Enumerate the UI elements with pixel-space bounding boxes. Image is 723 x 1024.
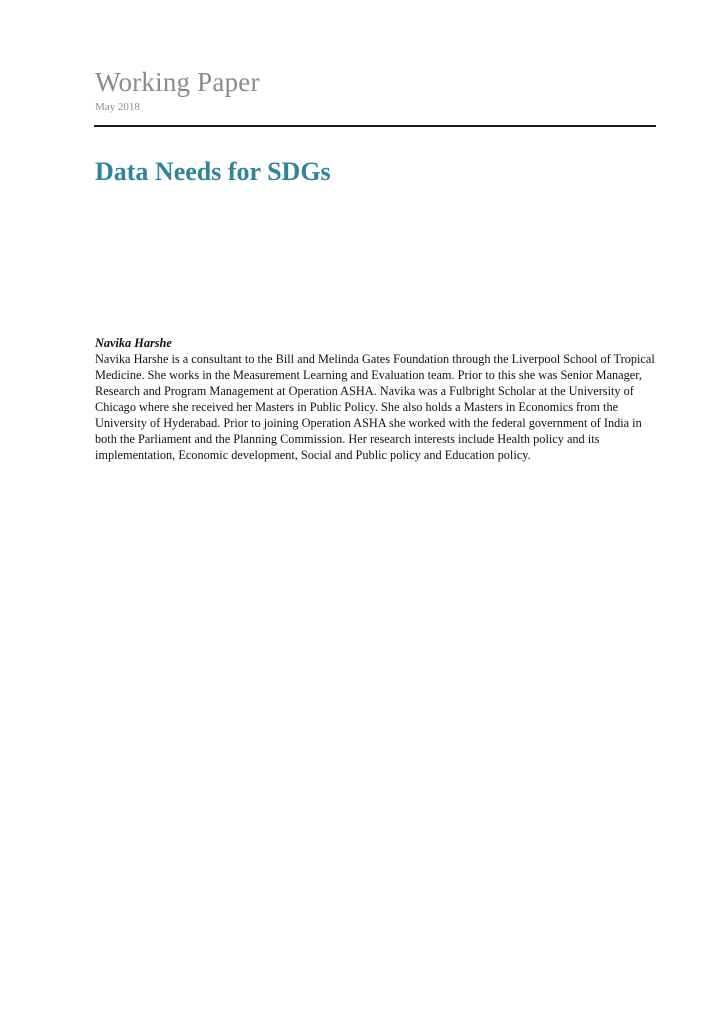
header-divider [94, 125, 656, 127]
author-section [95, 335, 655, 463]
document-header [95, 66, 260, 114]
document-title: Data Needs for SDGs [95, 157, 331, 186]
author-name: Navika Harshe [95, 336, 172, 350]
document-type-label: Working Paper [95, 67, 260, 97]
author-bio: Navika Harshe is a consultant to the Bill and Melinda Gates Foundation through the Liverpool School of Tropical Medicine. She works in the Measurement Learning and Evaluation team. Prior to this she was Senior Manager, Research and Program Management at Operation ASHA. Navika was a Fulbright Scholar at the University of Chicago where she received her Masters in Public Policy. She also holds a Masters in Economics from the University of Hyderabad. Prior to joining Operation ASHA she worked with the federal government of India in both the Parliament and the Planning Commission. Her research interests include Health policy and its implementation, Economic development, Social and Public policy and Education policy. [95, 352, 655, 462]
document-date: May 2018 [95, 101, 140, 113]
